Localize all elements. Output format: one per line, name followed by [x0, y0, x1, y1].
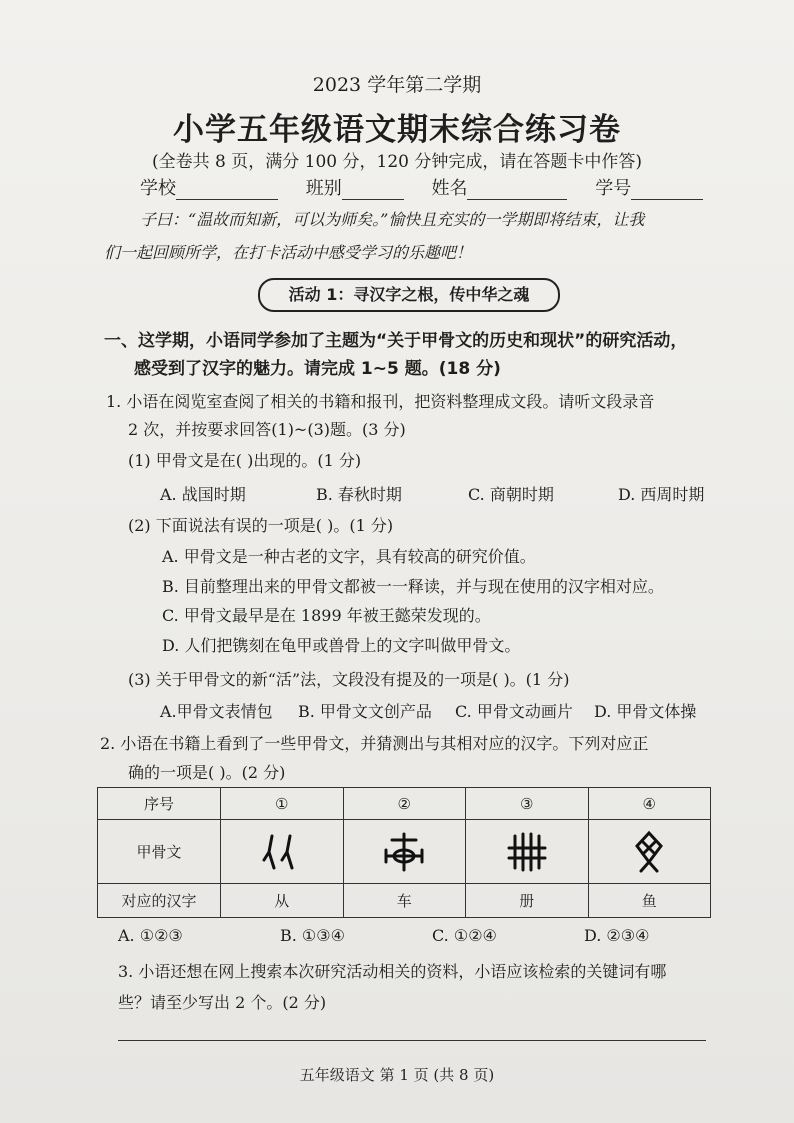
row-label-char: 对应的汉字: [98, 884, 221, 918]
oracle-yu-icon: [627, 830, 671, 874]
char-cell: 册: [466, 884, 589, 918]
q1-s2-option-d[interactable]: D. 人们把镌刻在龟甲或兽骨上的文字叫做甲骨文。: [162, 636, 521, 655]
q2-option-a[interactable]: A. ①②③: [118, 926, 183, 945]
q1-line-2: 2 次，并按要求回答(1)~(3)题。(3 分): [128, 420, 406, 439]
oracle-cell: [466, 820, 589, 884]
q1-s1-option-d[interactable]: D. 西周时期: [618, 485, 705, 504]
number-cell: ①: [221, 788, 344, 820]
q1-s3-option-c[interactable]: C. 甲骨文动画片: [455, 702, 573, 721]
answer-line[interactable]: [118, 1040, 706, 1041]
id-blank[interactable]: [631, 181, 703, 200]
oracle-ce-icon: [505, 830, 549, 874]
field-id-label: 学号: [595, 178, 632, 199]
oracle-cell: [588, 820, 711, 884]
q1-sub-2: (2) 下面说法有误的一项是( )。(1 分): [128, 516, 394, 535]
q1-sub-3: (3) 关于甲骨文的新“活”法，文段没有提及的一项是( )。(1 分): [128, 670, 570, 689]
q1-s1-option-a[interactable]: A. 战国时期: [160, 485, 246, 504]
q3-line-1: 3. 小语还想在网上搜索本次研究活动相关的资料，小语应该检索的关键词有哪: [118, 962, 667, 981]
student-fields: [140, 174, 703, 200]
class-blank[interactable]: [342, 181, 404, 200]
row-label-number: 序号: [98, 788, 221, 820]
field-class-label: 班别: [305, 178, 342, 199]
q2-option-c[interactable]: C. ①②④: [432, 926, 497, 945]
oracle-che-icon: [382, 830, 426, 874]
q1-s2-option-c[interactable]: C. 甲骨文最早是在 1899 年被王懿荣发现的。: [162, 606, 491, 625]
name-blank[interactable]: [467, 181, 567, 200]
year-term: 2023 学年第二学期: [312, 74, 482, 96]
char-cell: 鱼: [588, 884, 711, 918]
intro-line-1: 子曰：“温故而知新，可以为师矣。”愉快且充实的一学期即将结束，让我: [140, 210, 645, 229]
school-blank[interactable]: [176, 181, 278, 200]
field-name-label: 姓名: [431, 178, 468, 199]
char-cell: 从: [221, 884, 344, 918]
section-1-line-1: 一、这学期，小语同学参加了主题为“关于甲骨文的历史和现状”的研究活动，: [104, 331, 688, 351]
q2-line-1: 2. 小语在书籍上看到了一些甲骨文，并猜测出与其相对应的汉字。下列对应正: [100, 734, 649, 753]
number-cell: ④: [588, 788, 711, 820]
page-footer: 五年级语文 第 1 页 (共 8 页): [299, 1066, 495, 1084]
oracle-cong-icon: [260, 830, 304, 874]
q2-line-2: 确的一项是( )。(2 分): [128, 763, 286, 782]
number-cell: ②: [343, 788, 466, 820]
oracle-cell: [221, 820, 344, 884]
exam-info: (全卷共 8 页，满分 100 分，120 分钟完成，请在答题卡中作答): [152, 152, 642, 172]
q1-line-1: 1. 小语在阅览室查阅了相关的书籍和报刊，把资料整理成文段。请听文段录音: [106, 392, 655, 411]
field-school-label: 学校: [140, 178, 176, 199]
section-1-line-2: 感受到了汉字的魅力。请完成 1~5 题。(18 分): [134, 359, 501, 379]
q3-line-2: 些？请至少写出 2 个。(2 分): [118, 993, 327, 1012]
activity-banner: 活动 1：寻汉字之根，传中华之魂: [258, 278, 560, 312]
q1-s2-option-b[interactable]: B. 目前整理出来的甲骨文都被一一释读，并与现在使用的汉字相对应。: [162, 577, 664, 596]
q1-s2-option-a[interactable]: A. 甲骨文是一种古老的文字，具有较高的研究价值。: [162, 547, 536, 566]
char-cell: 车: [343, 884, 466, 918]
q2-option-d[interactable]: D. ②③④: [584, 926, 650, 945]
oracle-bone-table: [97, 787, 711, 918]
q2-option-b[interactable]: B. ①③④: [280, 926, 345, 945]
page-title: 小学五年级语文期末综合练习卷: [173, 112, 621, 148]
intro-line-2: 们一起回顾所学，在打卡活动中感受学习的乐趣吧！: [104, 243, 473, 262]
row-label-oracle: 甲骨文: [98, 820, 221, 884]
q1-s3-option-a[interactable]: A.甲骨文表情包: [160, 702, 273, 721]
q1-sub-1: (1) 甲骨文是在( )出现的。(1 分): [128, 451, 362, 470]
q1-s3-option-d[interactable]: D. 甲骨文体操: [594, 702, 697, 721]
oracle-cell: [343, 820, 466, 884]
q1-s1-option-c[interactable]: C. 商朝时期: [468, 485, 554, 504]
q1-s1-option-b[interactable]: B. 春秋时期: [316, 485, 402, 504]
number-cell: ③: [466, 788, 589, 820]
q1-s3-option-b[interactable]: B. 甲骨文文创产品: [298, 702, 432, 721]
